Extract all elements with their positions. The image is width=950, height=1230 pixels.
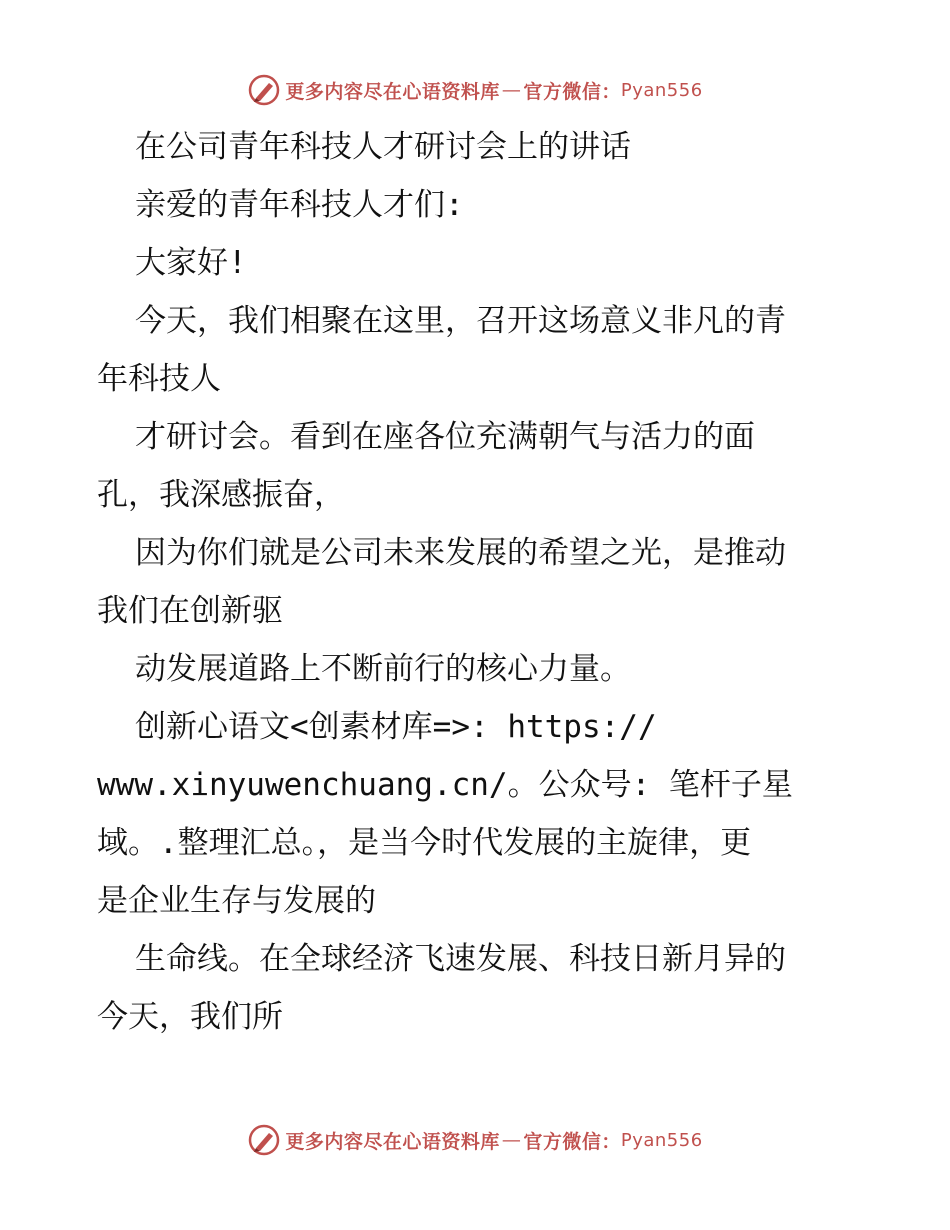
document-line: 大家好! bbox=[135, 245, 247, 281]
document-line: 域。.整理汇总。，是当今时代发展的主旋律，更 bbox=[97, 825, 752, 861]
watermark-wechat-label: 官方微信： bbox=[523, 80, 621, 103]
watermark-separator: — bbox=[501, 79, 522, 101]
pen-logo-icon bbox=[247, 73, 281, 107]
document-line: 生命线。在全球经济飞速发展、科技日新月异的 bbox=[135, 941, 786, 977]
watermark-wechat-label: 官方微信： bbox=[523, 1130, 621, 1153]
document-line: 才研讨会。看到在座各位充满朝气与活力的面 bbox=[135, 419, 755, 455]
document-line: 年科技人 bbox=[97, 361, 221, 397]
document-line: 在公司青年科技人才研讨会上的讲话 bbox=[135, 129, 631, 165]
document-body bbox=[97, 118, 857, 1046]
footer-watermark bbox=[0, 1120, 950, 1160]
header-watermark bbox=[0, 70, 950, 110]
document-line: www.xinyuwenchuang.cn/。公众号: 笔杆子星 bbox=[97, 767, 793, 803]
document-line: 孔，我深感振奋， bbox=[97, 477, 345, 513]
watermark-text: 更多内容尽在心语资料库 bbox=[285, 80, 500, 103]
document-line: 动发展道路上不断前行的核心力量。 bbox=[135, 651, 631, 687]
document-line: 因为你们就是公司未来发展的希望之光，是推动 bbox=[135, 535, 786, 571]
document-line: 今天，我们相聚在这里，召开这场意义非凡的青 bbox=[135, 303, 786, 339]
watermark-text: 更多内容尽在心语资料库 bbox=[285, 1130, 500, 1153]
watermark-wechat-id: Pyan556 bbox=[620, 1129, 703, 1151]
document-line: 亲爱的青年科技人才们: bbox=[135, 187, 464, 223]
watermark-separator: — bbox=[501, 1129, 522, 1151]
document-line: 创新心语文<创素材库=>: https:// bbox=[135, 709, 657, 745]
pen-logo-icon bbox=[247, 1123, 281, 1157]
document-line: 今天，我们所 bbox=[97, 999, 283, 1035]
document-line: 我们在创新驱 bbox=[97, 593, 283, 629]
document-line: 是企业生存与发展的 bbox=[97, 883, 376, 919]
watermark-wechat-id: Pyan556 bbox=[620, 79, 703, 101]
